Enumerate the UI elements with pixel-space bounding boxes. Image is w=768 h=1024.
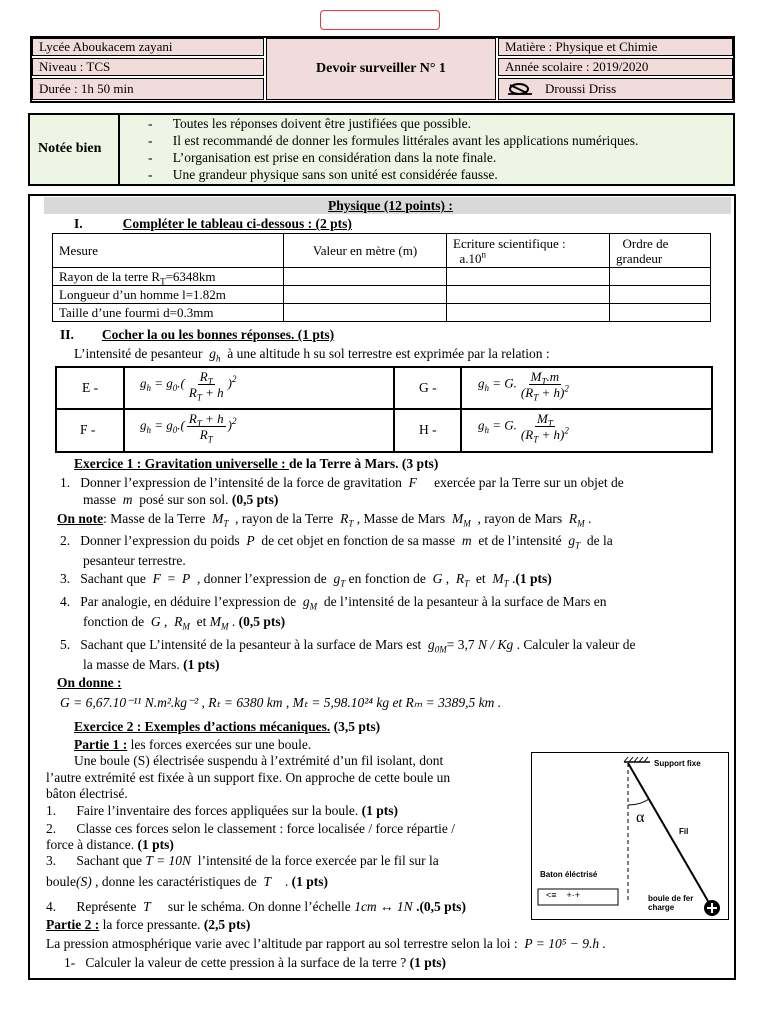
cell-answer[interactable] — [610, 286, 711, 304]
row-longueur: Longueur d’un homme l=1.82m — [53, 286, 284, 304]
choices-vline — [460, 368, 462, 451]
ex1-given: G = 6,67.10⁻¹¹ N.m².kg⁻² , Rₜ = 6380 km , Mₜ = 5,98.10²⁴ kg et Rₘ = 3389,5 km . — [60, 695, 502, 710]
part2-intro: L’intensité de pesanteur $g_h$ à une altitude h su sol terrestre est exprimée par la relation : — [74, 346, 550, 364]
ex2-p2: l’autre extrémité est fixée à un support fixe. On approche de cette boule un — [46, 770, 451, 785]
subject-cell: Matière : Physique et Chimie — [498, 38, 733, 56]
choice-g-label[interactable]: G - — [419, 380, 437, 395]
ex2-part2-law: La pression atmosphérique varie avec l’altitude par rapport au sol terrestre selon la loi : P = 10⁵ − 9.h . — [46, 936, 606, 951]
teacher-cell: Droussi Driss — [498, 78, 733, 100]
figure-ball-label: boule de fer charge — [648, 894, 694, 912]
ex1-q2-line2: pesanteur terrestre. — [83, 553, 186, 568]
figure-support-label: Support fixe — [654, 759, 701, 768]
choices-vline — [393, 368, 395, 451]
formula-e: $g_h = g_0$.( $\frac{R_T}{R_T + h}$ )$^2$ — [140, 369, 237, 403]
ex2-q1: 1. Faire l’inventaire des forces appliquées sur la boule. (1 pts) — [46, 803, 399, 818]
duration-cell: Durée : 1h 50 min — [32, 78, 264, 100]
th-ordre: Ordre de grandeur — [610, 234, 711, 268]
ex1-q3: 3. Sachant que F = P , donner l’expression de $g_T$ en fonction de G , $R_T$ et $M_T$ .(1 pts) — [60, 571, 552, 589]
level-cell: Niveau : TCS — [32, 58, 264, 76]
measure-table — [52, 233, 711, 322]
cell-answer[interactable] — [447, 304, 610, 322]
row-taille: Taille d’une fourmi d=0.3mm — [53, 304, 284, 322]
cell-answer[interactable] — [447, 286, 610, 304]
ex2-p1: Une boule (S) électrisée suspendu à l’extrémité d’un fil isolant, dont — [74, 753, 444, 768]
ex2-part2-q1: 1- Calculer la valeur de cette pression à la surface de la terre ? (1 pts) — [64, 955, 446, 970]
ex2-q4: 4. Représente T⃗ sur le schéma. On donne l’échelle 1cm ↔ 1N .(0,5 pts) — [46, 899, 466, 914]
ex2-q2-line2: force à distance. (1 pts) — [46, 837, 174, 852]
note-item-3: - L’organisation est prise en considération dans la note finale. — [148, 150, 497, 165]
part1-heading: I. Compléter le tableau ci-dessous : (2 pts) — [74, 216, 352, 231]
th-mesure: Mesure — [53, 234, 284, 268]
ex1-q5: 5. Sachant que L’intensité de la pesanteur à la surface de Mars est $g_{0M}= 3,7$ N / Kg . Calculer la valeur de — [60, 637, 636, 655]
ex1-q2: 2. Donner l’expression du poids P de cet objet en fonction de sa masse m et de l’intensité $g_T$ de la — [60, 533, 613, 551]
note-item-2: - Il est recommandé de donner les formules littérales avant les applications numériques. — [148, 133, 639, 148]
figure-rod-charges: <≡ +·+ — [546, 890, 581, 900]
ex1-note: On note: Masse de la Terre $M_T$ , rayon de la Terre $R_T$ , Masse de Mars $M_M$ , rayon de Mars $R_M$ . — [57, 511, 592, 529]
figure-rod-label: Baton éléctrisé — [540, 870, 598, 879]
notes-divider — [118, 115, 120, 184]
row-rayon: Rayon de la terre $R_T=6348km$ — [53, 268, 284, 286]
choices-hline — [57, 408, 711, 410]
ex1-title: Exercice 1 : Gravitation universelle : de la Terre à Mars. (3 pts) — [74, 456, 439, 471]
ex2-q2: 2. Classe ces forces selon le classement : force localisée / force répartie / — [46, 821, 455, 836]
ex1-q1-line2: masse m posé sur son sol. (0,5 pts) — [83, 492, 279, 507]
note-item-4: - Une grandeur physique sans son unité est considérée fausse. — [148, 167, 498, 182]
ex1-q4: 4. Par analogie, en déduire l’expression de $g_M$ de l’intensité de la pesanteur à la surface de Mars en — [60, 594, 607, 612]
choice-f-label[interactable]: F - — [80, 422, 96, 437]
ex1-q1: 1. Donner l’expression de l’intensité de la force de gravitation F⃗ exercée par la Terre sur un objet de — [60, 475, 624, 490]
th-ecriture: Ecriture scientifique : a.10$^n$ — [447, 234, 610, 268]
cell-answer[interactable] — [610, 268, 711, 286]
physique-title: Physique (12 points) : — [328, 198, 453, 213]
top-red-box — [320, 10, 440, 30]
ex2-p3: bâton électrisé. — [46, 786, 128, 801]
cell-answer[interactable] — [610, 304, 711, 322]
note-item-1: - Toutes les réponses doivent être justifiées que possible. — [148, 116, 471, 131]
ex1-given-label: On donne : — [57, 675, 122, 690]
th-valeur: Valeur en mètre (m) — [284, 234, 447, 268]
teacher-logo-icon — [505, 81, 535, 97]
ex1-q5-line2: la masse de Mars. (1 pts) — [83, 657, 220, 672]
cell-answer[interactable] — [447, 268, 610, 286]
figure-wire-label: Fil — [679, 827, 689, 836]
pendulum-figure — [531, 752, 729, 920]
choice-h-label[interactable]: H - — [419, 422, 437, 437]
ex2-part1: Partie 1 : les forces exercées sur une boule. — [74, 737, 312, 752]
ex1-q4-line2: fonction de G , $R_M$ et $M_M$ . (0,5 pts) — [83, 614, 286, 632]
choices-vline — [123, 368, 125, 451]
ex2-q3: 3. Sachant que T = 10N l’intensité de la force exercée par le fil sur la — [46, 853, 439, 868]
figure-angle-label: α — [636, 809, 645, 826]
cell-answer[interactable] — [284, 304, 447, 322]
choice-e-label[interactable]: E - — [82, 380, 99, 395]
cell-answer[interactable] — [284, 286, 447, 304]
cell-answer[interactable] — [284, 268, 447, 286]
ex2-q3-line2: boule(S) , donne les caractéristiques de T⃗ . (1 pts) — [46, 874, 328, 889]
notes-label: Notée bien — [38, 141, 102, 156]
formula-h: $g_h = G$. $\frac{M_T}{(R_T + h)^2}$ — [478, 411, 569, 445]
school-cell: Lycée Aboukacem zayani — [32, 38, 264, 56]
formula-f: $g_h = g_0$.( $\frac{R_T + h}{R_T}$ )$^2$ — [140, 411, 237, 445]
year-cell: Année scolaire : 2019/2020 — [498, 58, 733, 76]
formula-g: $g_h = G$. $\frac{M_T.m}{(R_T + h)^2}$ — [478, 369, 569, 403]
part2-heading: II. Cocher la ou les bonnes réponses. (1 pts) — [60, 327, 335, 342]
ex2-title: Exercice 2 : Exemples d’actions mécaniques. (3,5 pts) — [74, 719, 381, 734]
ex2-part2: Partie 2 : la force pressante. (2,5 pts) — [46, 917, 251, 932]
title-cell: Devoir surveiller N° 1 — [266, 38, 496, 100]
